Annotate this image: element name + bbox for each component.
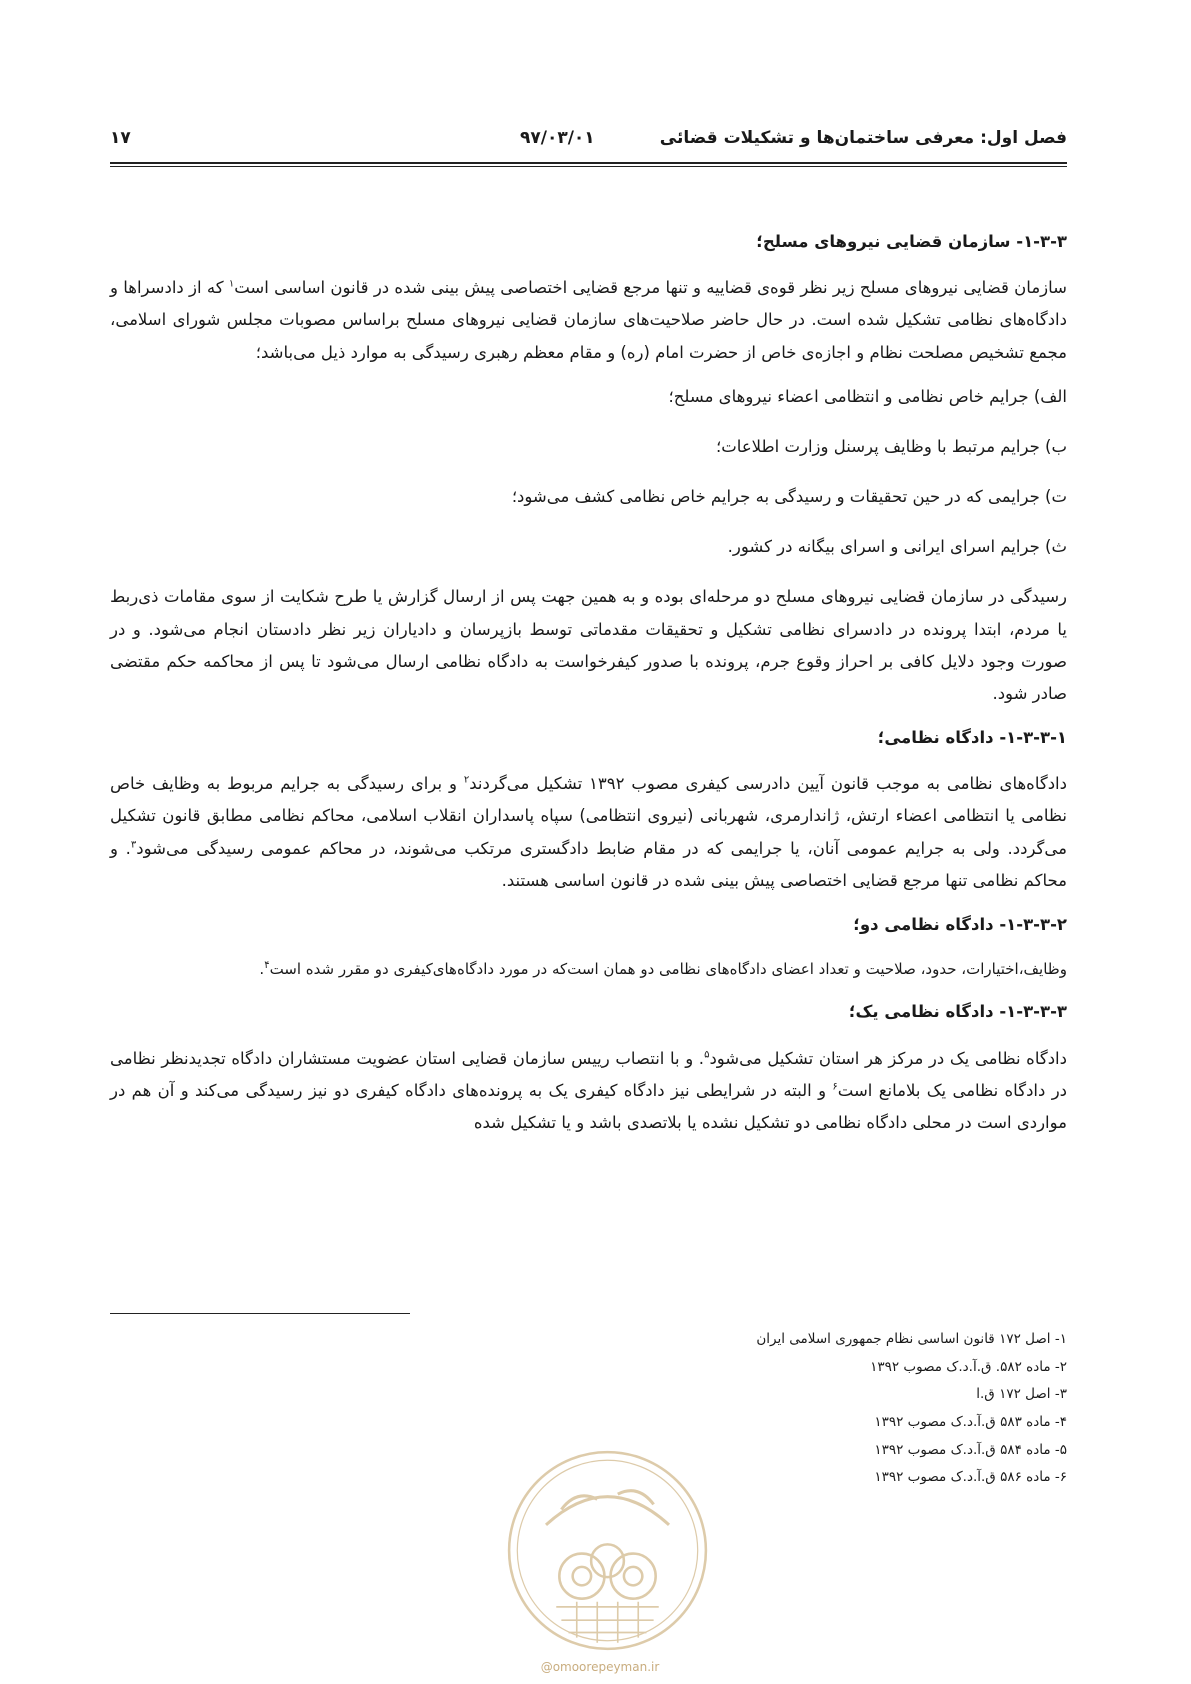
footnote: ۵- ماده ۵۸۴ ق.آ.د.ک مصوب ۱۳۹۲ bbox=[874, 1441, 1067, 1458]
section-heading: ۱-۳-۳-۳- دادگاه نظامی یک؛ bbox=[848, 1002, 1067, 1022]
watermark-site: @omoorepeyman.ir bbox=[540, 1660, 660, 1674]
footnote-ref: ۵ bbox=[704, 1049, 710, 1061]
paragraph bbox=[110, 955, 1067, 984]
paragraph bbox=[110, 272, 1067, 369]
list-item: ت) جرایمی که در حین تحقیقات و رسیدگی به جرایم خاص نظامی کشف می‌شود؛ bbox=[511, 487, 1067, 507]
paragraph-text: . و با انتصاب رییس سازمان قضایی استان عضویت مستشاران دادگاه تجدیدنظر نظامی در دادگاه نظامی یک بلامانع است bbox=[110, 1048, 1068, 1100]
header-divider-thin bbox=[110, 166, 1067, 167]
watermark-seal-icon bbox=[505, 1448, 710, 1653]
footnote: ۱- اصل ۱۷۲ قانون اساسی نظام جمهوری اسلامی ایران bbox=[756, 1331, 1067, 1347]
paragraph-text: که از دادسراها و دادگاه‌های نظامی تشکیل شده است. در حال حاضر صلاحیت‌های سازمان قضایی نیروهای مسلح براساس مصوبات مجلس شورای اسلامی، مجمع تشخیص مصلحت نظام و اجازه‌ی خاص از حضرت امام (ره) و مقام معظم رهبری رسیدگی به موارد ذیل می‌باشد؛ bbox=[110, 278, 1067, 362]
footnote: ۶- ماده ۵۸۶ ق.آ.د.ک مصوب ۱۳۹۲ bbox=[874, 1469, 1067, 1486]
list-item: ب) جرایم مرتبط با وظایف پرسنل وزارت اطلاعات؛ bbox=[716, 436, 1067, 456]
paragraph-text: و البته در شرایطی نیز دادگاه کیفری یک به پرونده‌های دادگاه کیفری دو نیز رسیدگی می‌کند و آن هم در مواردی است در محلی دادگاه نظامی دو تشکیل نشده یا بلاتصدی باشد و یا تشکیل شده bbox=[110, 1080, 1067, 1132]
chapter-title: فصل اول: معرفی ساختمان‌ها و تشکیلات قضائی bbox=[659, 128, 1067, 148]
footnote-ref: ۲ bbox=[463, 774, 470, 786]
list-item: الف) جرایم خاص نظامی و انتظامی اعضاء نیروهای مسلح؛ bbox=[668, 386, 1067, 406]
header-date: ۹۷/۰۳/۰۱ bbox=[520, 128, 595, 148]
footnote-ref: ۴ bbox=[264, 960, 270, 972]
section-heading: ۱-۳-۳-۲- دادگاه نظامی دو؛ bbox=[853, 914, 1067, 934]
footnote-ref: ۶ bbox=[832, 1081, 838, 1093]
paragraph-text: . bbox=[259, 960, 265, 979]
footnote-ref: ۱ bbox=[228, 278, 235, 290]
paragraph-text: . و محاکم نظامی تنها مرجع قضایی اختصاصی پیش بینی شده در قانون اساسی هستند. bbox=[110, 838, 1067, 890]
paragraph bbox=[110, 1043, 1067, 1140]
footnote: ۴- ماده ۵۸۳ ق.آ.د.ک مصوب ۱۳۹۲ bbox=[874, 1414, 1067, 1431]
footnote: ۲- ماده ۵۸۲. ق.آ.د.ک مصوب ۱۳۹۲ bbox=[870, 1358, 1067, 1375]
body-content bbox=[110, 222, 1067, 1151]
section-heading: ۱-۳-۳- سازمان قضایی نیروهای مسلح؛ bbox=[756, 232, 1067, 251]
paragraph: رسیدگی در سازمان قضایی نیروهای مسلح دو مرحله‌ای بوده و به همین جهت پس از ارسال گزارش یا طرح شکایت از سوی مقامات ذی‌ربط یا مردم، ابتدا پرونده در دادسرای نظامی تشکیل و تحقیقات مقدماتی توسط بازپرسان و دادیاران زیر نظر دادستان انجام می‌شود. و در صورت وجود دلایل کافی بر احراز وقوع جرم، پرونده با صدور کیفرخواست به دادگاه نظامی ارسال می‌شود تا پس از محاکمه حکم مقتضی صادر شود. bbox=[110, 587, 1067, 703]
paragraph-text: دادگاه‌های نظامی به موجب قانون آیین دادرسی کیفری مصوب ۱۳۹۲ تشکیل می‌گردند bbox=[469, 774, 1067, 794]
footnote-ref: ۳ bbox=[130, 839, 137, 851]
header-divider bbox=[110, 162, 1067, 164]
paragraph-text: و برای رسیدگی به جرایم مربوط به وظایف خاص نظامی یا انتظامی اعضاء ارتش، ژاندارمری، شهربانی (نیروی انتظامی) سپاه پاسداران انقلاب اسلامی، محاکم نظامی مطابق قانون تشکیل می‌گردد. ولی به جرایم عمومی آنان، یا جرایمی که در مقام ضابط دادگستری مرتکب می‌شوند، در محاکم عمومی رسیدگی می‌شود bbox=[110, 774, 1068, 858]
list-item: ث) جرایم اسرای ایرانی و اسرای بیگانه در کشور. bbox=[727, 537, 1067, 557]
footnote-divider bbox=[110, 1313, 410, 1314]
page-number: ۱۷ bbox=[110, 128, 131, 148]
paragraph bbox=[110, 768, 1067, 897]
section-heading: ۱-۳-۳-۱- دادگاه نظامی؛ bbox=[877, 728, 1067, 748]
paragraph-text: دادگاه نظامی یک در مرکز هر استان تشکیل می‌شود bbox=[709, 1048, 1067, 1068]
paragraph-text: سازمان قضایی نیروهای مسلح زیر نظر قوه‌ی قضاییه و تنها مرجع قضایی اختصاصی پیش بینی شده در قانون اساسی است bbox=[234, 278, 1067, 298]
footnote: ۳- اصل ۱۷۲ ق.ا bbox=[976, 1386, 1067, 1403]
page-header bbox=[110, 128, 1067, 162]
paragraph-text: وظایف،اختیارات، حدود، صلاحیت و تعداد اعضای دادگاه‌های نظامی دو همان است‌که در مورد دادگاه‌های‌کیفری دو مقرر شده است bbox=[269, 960, 1067, 979]
